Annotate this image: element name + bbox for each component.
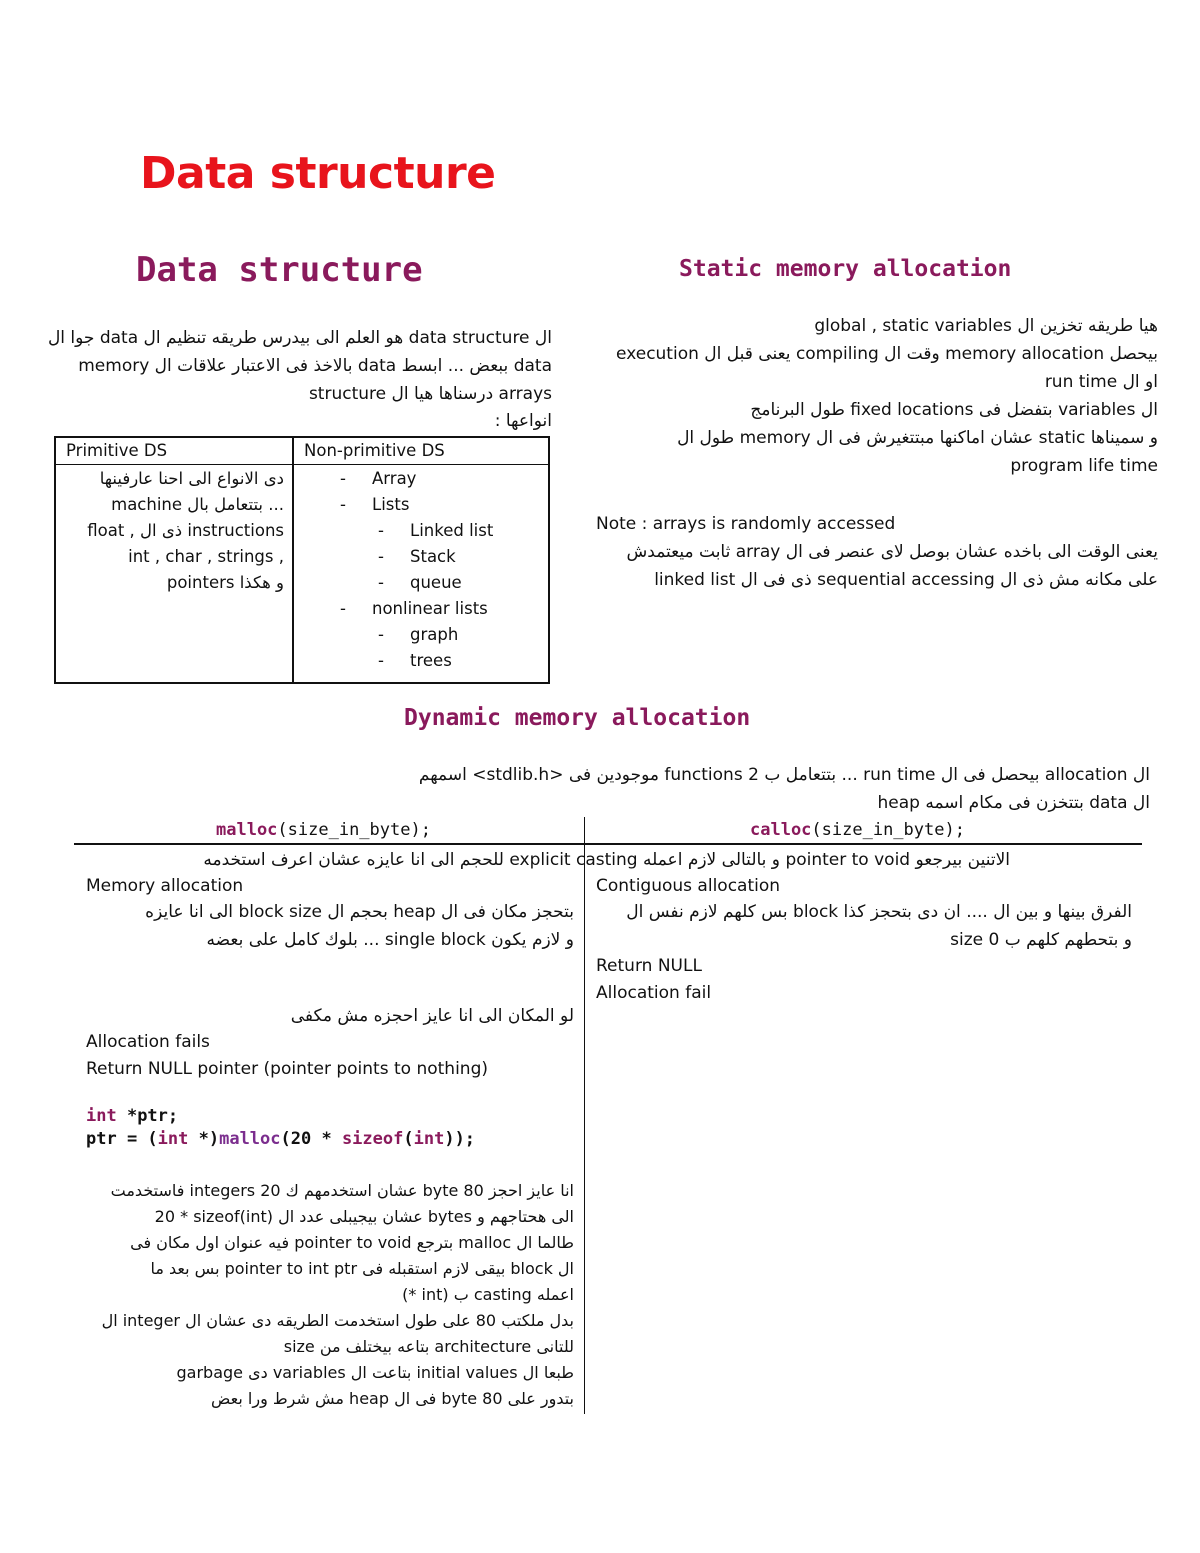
static-line: بيحصل memory allocation وقت ال compiling يعنى قبل ال execution: [616, 344, 1158, 364]
calloc-line: Allocation fail: [596, 983, 712, 1003]
dynamic-allocation-heading: Dynamic memory allocation: [404, 705, 751, 731]
ds-line: memory بالاخذ فى الاعتبار علاقات ال data ببعض ... ابسط data: [78, 356, 552, 376]
code-line: ptr = (int *)malloc(20 * sizeof(int));: [86, 1129, 476, 1149]
primitive-cell: [60, 466, 284, 596]
explain-line: size بتاعه بيختلف من architecture للتانى: [283, 1337, 574, 1356]
nonprimitive-cell: [340, 466, 540, 674]
explain-line: طبعا ال initial values بتاعت ال variables دى garbage: [176, 1363, 574, 1382]
malloc-args: (size_in_byte);: [277, 820, 431, 840]
calloc-line: Contiguous allocation: [596, 876, 781, 896]
ds-types-table: [54, 436, 550, 684]
dynamic-intro: [330, 761, 1150, 817]
malloc-line: Memory allocation: [86, 876, 244, 896]
explain-line: اعمله casting ب (int *): [402, 1285, 574, 1304]
malloc-line: و لازم يكون single block ... بلوك كامل على بعضه: [206, 930, 574, 950]
static-line: program life time: [1010, 456, 1158, 476]
malloc-line: لو المكان الى انا عايز احجزه مش مكفى: [290, 1006, 574, 1026]
malloc-line: Allocation fails: [86, 1032, 210, 1052]
ds-line: structure درسناها هيا ال arrays: [308, 384, 552, 404]
calloc-function-name: calloc: [750, 820, 812, 840]
static-note-paragraph: [598, 538, 1158, 594]
common-line-wrap: [140, 846, 1010, 874]
ds-line: انواعها :: [494, 411, 552, 431]
primitive-line: pointers و هكذا: [166, 573, 284, 592]
list-item: - Linked list: [378, 521, 494, 540]
divider-vertical: [584, 817, 585, 1414]
ds-line: ال data structure هو العلم الى بيدرس طريقه تنظيم ال data جوا ال: [47, 328, 552, 348]
list-item: - Lists: [340, 495, 410, 514]
list-item: - nonlinear lists: [340, 599, 488, 618]
explain-line: بتدور على 80 byte فى ال heap مش شرط ورا بعض: [211, 1389, 574, 1408]
common-line: الاتنين بيرجعو pointer to void و بالتالى لازم اعمله explicit casting للحجم الى انا عايزه عشان اعرف استخدمه: [203, 850, 1010, 870]
table-divider: [292, 438, 294, 682]
explain-line: انا عايز احجز 80 byte عشان استخدمهم ك 20 integers فاستخدمت: [110, 1181, 574, 1200]
malloc-signature: [216, 820, 431, 840]
calloc-signature: [750, 820, 965, 840]
static-line: او ال run time: [1044, 372, 1158, 392]
malloc-function-name: malloc: [216, 820, 278, 840]
explain-line: ال block بيقى لازم استقبله فى pointer to int ptr بس بعد ما: [150, 1259, 574, 1278]
malloc-explanation: [80, 1178, 574, 1412]
primitive-line: دى الانواع الى احنا عارفينها: [99, 469, 284, 488]
static-line: ال variables بتفضل فى fixed locations طول البرنامج: [750, 400, 1158, 420]
static-allocation-heading: Static memory allocation: [679, 256, 1012, 282]
list-item: - Stack: [378, 547, 456, 566]
calloc-line: الفرق بينها و بين ال .... ان دى بتحجز كذا block بس كلهم لازم نفس ال: [626, 902, 1132, 922]
ds-paragraph: [40, 324, 552, 434]
code-line: int *ptr;: [86, 1106, 179, 1126]
static-line: و سميناها static عشان اماكنها مبتتغيرش فى ال memory طول ال: [677, 428, 1158, 448]
list-item: - Array: [340, 469, 417, 488]
calloc-line: size و بتحطهم كلهم ب 0: [950, 930, 1132, 950]
malloc-fail-wrap: [80, 1002, 574, 1030]
dynamic-intro-line: ال data بتتخزن فى مكام اسمه heap: [877, 793, 1150, 813]
calloc-desc: [596, 898, 1132, 954]
malloc-desc: [80, 898, 574, 954]
primitive-line: float , ذى ال instructions: [87, 521, 284, 540]
malloc-line: بتحجز مكان فى ال heap بحجم ال block size الى انا عايزه: [145, 902, 574, 922]
static-note-line: يعنى الوقت الى باخده عشان بوصل لاى عنصر فى ال array ثابت ميعتمدش: [626, 542, 1158, 562]
calloc-line: Return NULL: [596, 956, 702, 976]
dynamic-intro-line: ال allocation بيحصل فى ال run time ... بتتعامل ب 2 functions موجودين فى <stdlib.h> اسمهم: [418, 765, 1150, 785]
divider-horizontal: [74, 843, 1142, 845]
malloc-line: Return NULL pointer (pointer points to nothing): [86, 1059, 488, 1079]
static-paragraph: [598, 312, 1158, 480]
explain-line: طالما ال malloc بترجع pointer to void فيه عنوان اول مكان فى: [130, 1233, 574, 1252]
primitive-line: int , char , strings ,: [128, 547, 284, 566]
static-note: Note : arrays is randomly accessed: [596, 514, 896, 534]
primitive-line: ... بتتعامل بال machine: [111, 495, 284, 514]
table-header-primitive: Primitive DS: [66, 441, 168, 460]
list-item: - graph: [378, 625, 459, 644]
explain-line: بدل ملكتب 80 على طول استخدمت الطريقه دى عشان ال integer ال: [101, 1311, 574, 1330]
explain-line: 20 * sizeof(int) عشان بيجيبلى عدد ال bytes الى هحتاجهم و: [154, 1207, 574, 1226]
page-title: Data structure: [140, 148, 496, 199]
table-header-nonprimitive: Non-primitive DS: [304, 441, 445, 460]
list-item: - queue: [378, 573, 462, 592]
list-item: - trees: [378, 651, 452, 670]
data-structure-heading: Data structure: [136, 250, 423, 290]
calloc-args: (size_in_byte);: [811, 820, 965, 840]
static-note-line: على مكانه مش ذى ال sequential accessing ذى فى ال linked list: [654, 570, 1158, 590]
static-line: هيا طريقه تخزين ال global , static variables: [814, 316, 1158, 336]
